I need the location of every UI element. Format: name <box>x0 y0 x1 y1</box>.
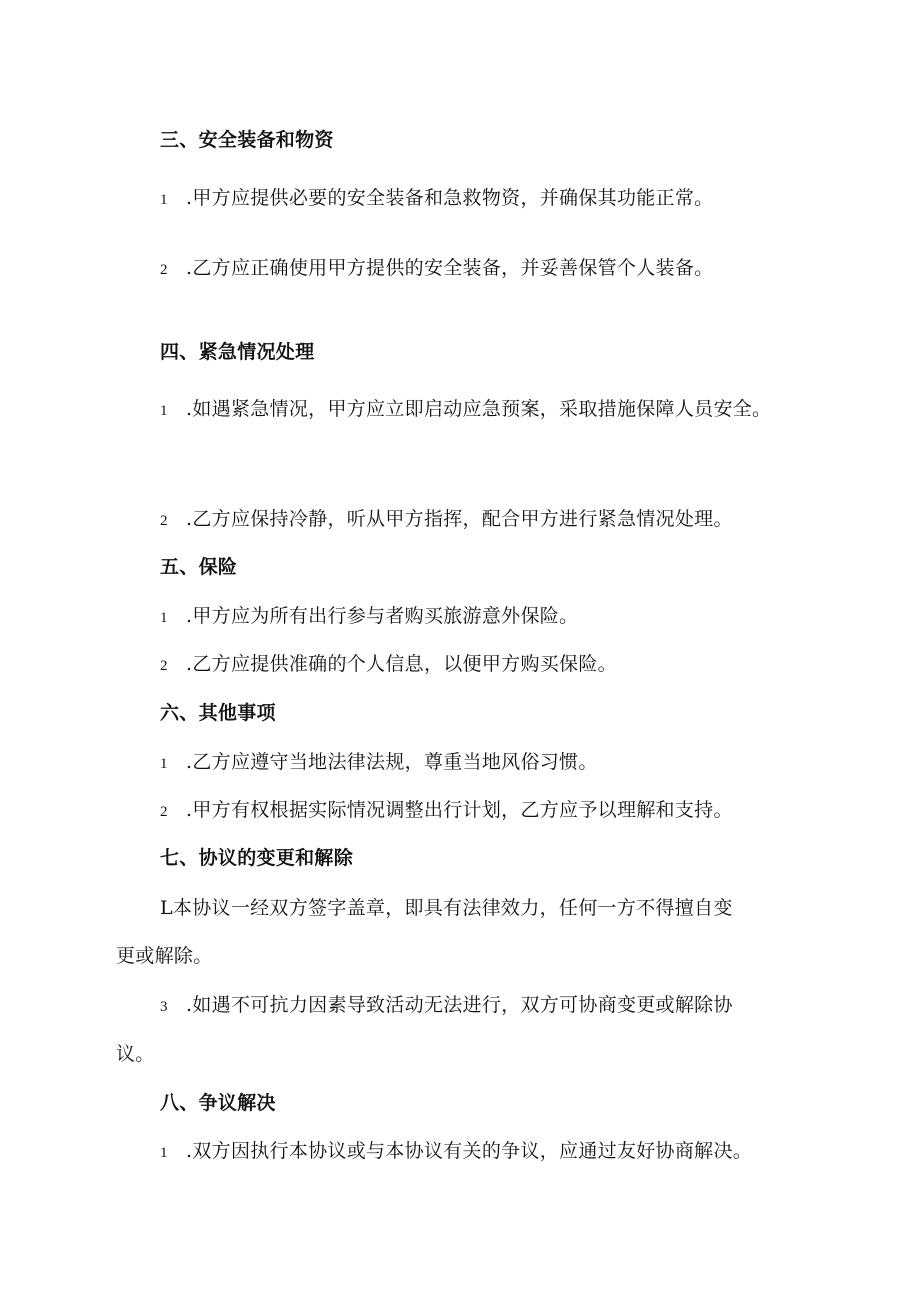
clause-number: 3 <box>160 999 168 1015</box>
clause-7-1-line1: L本协议一经双方签字盖章，即具有法律效力，任何一方不得擅自变 <box>160 897 733 919</box>
clause-text: .甲方有权根据实际情况调整出行计划，乙方应予以理解和支持。 <box>186 799 733 821</box>
section-heading-8: 八、争议解决 <box>160 1092 276 1114</box>
clause-7-1-line2: 更或解除。 <box>116 945 213 967</box>
clause-number: 1 <box>160 403 168 419</box>
clause-4-1 <box>160 397 771 423</box>
clause-8-1 <box>160 1139 752 1165</box>
clause-3-2 <box>160 256 713 282</box>
clause-number: 2 <box>160 513 168 529</box>
clause-text: .乙方应保持冷静，听从甲方指挥，配合甲方进行紧急情况处理。 <box>186 508 733 530</box>
clause-6-2 <box>160 798 733 824</box>
clause-7-3-line1 <box>160 993 733 1019</box>
section-heading-6: 六、其他事项 <box>160 702 276 724</box>
section-heading-7: 七、协议的变更和解除 <box>160 847 354 869</box>
section-heading-3: 三、安全装备和物资 <box>160 129 334 151</box>
clause-5-1 <box>160 604 578 630</box>
clause-number: 1 <box>160 756 168 772</box>
section-heading-5: 五、保险 <box>160 556 238 578</box>
clause-number: 1 <box>160 610 168 626</box>
clause-text: .如遇不可抗力因素导致活动无法进行，双方可协商变更或解除协 <box>186 994 733 1016</box>
clause-5-2 <box>160 652 617 678</box>
clause-number: 2 <box>160 804 168 820</box>
clause-6-1 <box>160 750 598 776</box>
clause-4-2 <box>160 507 733 533</box>
clause-text: .甲方应为所有出行参与者购买旅游意外保险。 <box>186 605 579 627</box>
clause-text: .如遇紧急情况，甲方应立即启动应急预案，采取措施保障人员安全。 <box>186 398 772 420</box>
clause-number: 2 <box>160 658 168 674</box>
clause-3-1 <box>160 186 713 212</box>
clause-number: 2 <box>160 262 168 278</box>
clause-number: 1 <box>160 1145 168 1161</box>
clause-text: .甲方应提供必要的安全装备和急救物资，并确保其功能正常。 <box>186 187 714 209</box>
clause-text: .双方因执行本协议或与本协议有关的争议，应通过友好协商解决。 <box>186 1140 753 1162</box>
section-heading-4: 四、紧急情况处理 <box>160 341 315 363</box>
clause-text: .乙方应提供准确的个人信息，以便甲方购买保险。 <box>186 653 617 675</box>
clause-number: 1 <box>160 192 168 208</box>
clause-text: .乙方应正确使用甲方提供的安全装备，并妥善保管个人装备。 <box>186 257 714 279</box>
clause-7-3-line2: 议。 <box>116 1043 155 1065</box>
clause-text: .乙方应遵守当地法律法规，尊重当地风俗习惯。 <box>186 751 598 773</box>
